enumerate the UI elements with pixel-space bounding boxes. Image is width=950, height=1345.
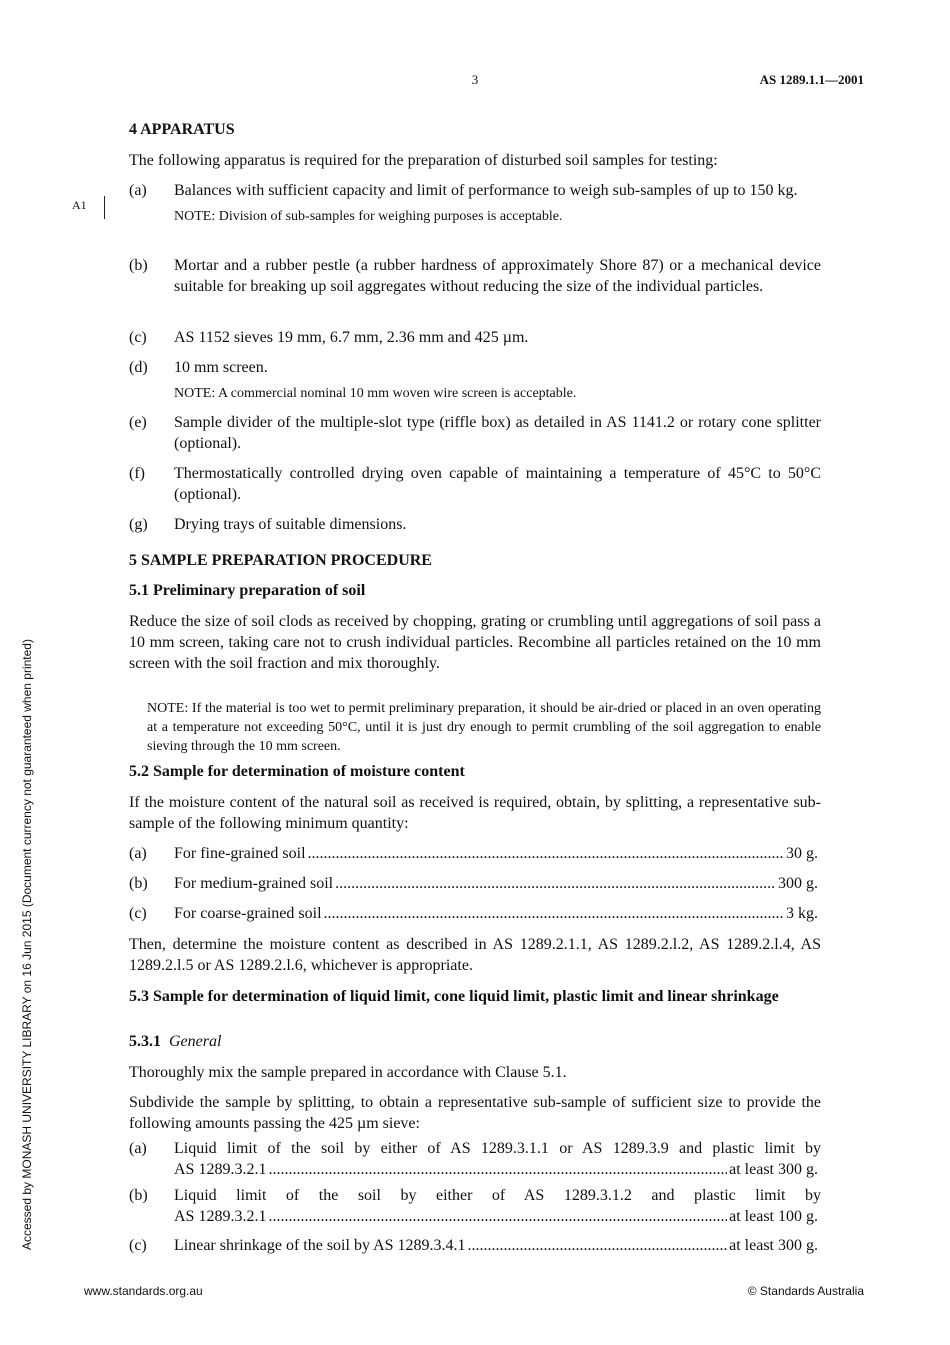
item-value: at least 300 g. — [729, 1161, 818, 1178]
apparatus-item-b — [129, 255, 821, 297]
page-number: 3 — [471, 72, 479, 87]
footer-copyright: © Standards Australia — [747, 1284, 864, 1298]
section-5-1-note: NOTE: If the material is too wet to permit preliminary preparation, it should be air-dried or placed in an oven operating at a temperature not exceeding 50°C, until it is just dry enough to permit crumbling of the soil aggregation to enable sieving through the 10 mm screen. — [147, 701, 821, 754]
limits-item-b — [129, 1185, 821, 1227]
item-text: Sample divider of the multiple-slot type (riffle box) as detailed in AS 1141.2 or rotary cone splitter (optional). — [174, 414, 821, 452]
section-5-2-after: Then, determine the moisture content as described in AS 1289.2.1.1, AS 1289.2.l.2, AS 1289.2.l.4, AS 1289.2.l.5 or AS 1289.2.l.6, whichever is appropriate. — [129, 936, 821, 974]
item-text: 10 mm screen. — [174, 359, 268, 376]
item-text-line2: AS 1289.3.2.1 — [174, 1161, 267, 1178]
moisture-item-a — [129, 843, 821, 864]
item-note: NOTE: Division of sub-samples for weighing purposes is acceptable. — [174, 209, 563, 224]
moisture-item-c — [129, 903, 821, 924]
item-value: 300 g. — [778, 875, 818, 892]
item-text: For medium-grained soil — [174, 875, 334, 892]
apparatus-item-c — [129, 327, 821, 348]
item-label: (a) — [129, 845, 147, 862]
item-text: Balances with sufficient capacity and limit of performance to weigh sub-samples of up to 150 kg. — [174, 182, 798, 199]
leader-dots — [324, 903, 784, 924]
item-text: Linear shrinkage of the soil by AS 1289.3.4.1 — [174, 1237, 466, 1254]
limits-item-a — [129, 1138, 821, 1180]
apparatus-item-a — [129, 180, 821, 226]
section-5-1-heading: 5.1 Preliminary preparation of soil — [129, 582, 366, 599]
section-5-3-1-heading — [129, 1031, 821, 1052]
leader-dots — [468, 1235, 728, 1256]
apparatus-item-g — [129, 514, 821, 535]
item-text: Mortar and a rubber pestle (a rubber hardness of approximately Shore 87) or a mechanical device suitable for breaking up soil aggregates without reducing the size of the individual particles. — [174, 257, 821, 295]
item-label: (e) — [129, 414, 147, 431]
item-label: (b) — [129, 257, 148, 274]
section-5-2-heading: 5.2 Sample for determination of moisture content — [129, 763, 465, 780]
item-text: For coarse-grained soil — [174, 905, 322, 922]
standard-number: AS 1289.1.1—2001 — [759, 72, 864, 87]
item-label: (a) — [129, 1140, 147, 1157]
item-text: AS 1152 sieves 19 mm, 6.7 mm, 2.36 mm and 425 µm. — [174, 329, 529, 346]
item-label: (a) — [129, 182, 147, 199]
item-label: (c) — [129, 905, 147, 922]
item-note: NOTE: A commercial nominal 10 mm woven wire screen is acceptable. — [174, 386, 577, 401]
section-5-1-text: Reduce the size of soil clods as received by chopping, grating or crumbling until aggregations of soil pass a 10 mm screen, taking care not to crush individual particles. Recombine all particles retained on the 10 mm screen with the soil fraction and mix thoroughly. — [129, 613, 821, 672]
item-text-line1: Liquid limit of the soil by either of AS 1289.3.1.1 or AS 1289.3.9 and plastic limit by — [174, 1140, 821, 1157]
item-value: 30 g. — [786, 845, 818, 862]
apparatus-item-f — [129, 463, 821, 505]
section-4-heading: 4 APPARATUS — [129, 121, 235, 138]
item-label: (b) — [129, 875, 148, 892]
section-5-heading: 5 SAMPLE PREPARATION PROCEDURE — [129, 552, 432, 569]
item-label: (b) — [129, 1187, 148, 1204]
amendment-bar — [104, 196, 105, 219]
item-text: For fine-grained soil — [174, 845, 306, 862]
item-label: (c) — [129, 1237, 147, 1254]
subsection-title: General — [169, 1033, 222, 1050]
item-text-line1: Liquid limit of the soil by either of AS 1289.3.1.2 and plastic limit by — [174, 1187, 821, 1204]
subsection-number: 5.3.1 — [129, 1033, 161, 1050]
leader-dots — [308, 843, 784, 864]
access-side-text: Accessed by MONASH UNIVERSITY LIBRARY on 16 Jun 2015 (Document currency not guaranteed when printed) — [20, 639, 34, 1250]
item-label: (f) — [129, 465, 145, 482]
item-value: at least 300 g. — [729, 1237, 818, 1254]
footer-website[interactable]: www.standards.org.au — [84, 1284, 203, 1298]
limits-item-c — [129, 1235, 821, 1256]
section-5-3-1-p2: Subdivide the sample by splitting, to obtain a representative sub-sample of sufficient size to provide the following amounts passing the 425 µm sieve: — [129, 1094, 821, 1132]
section-5-3-1-p1: Thoroughly mix the sample prepared in accordance with Clause 5.1. — [129, 1064, 567, 1081]
section-5-2-text: If the moisture content of the natural soil as received is required, obtain, by splitting, a representative sub-sample of the following minimum quantity: — [129, 794, 821, 832]
section-4-intro: The following apparatus is required for the preparation of disturbed soil samples for testing: — [129, 152, 718, 169]
apparatus-item-e — [129, 412, 821, 454]
item-value: at least 100 g. — [729, 1208, 818, 1225]
item-text: Drying trays of suitable dimensions. — [174, 516, 407, 533]
item-text-line2: AS 1289.3.2.1 — [174, 1208, 267, 1225]
apparatus-item-d — [129, 357, 821, 403]
amendment-label: A1 — [72, 198, 87, 212]
section-5-3-heading: 5.3 Sample for determination of liquid limit, cone liquid limit, plastic limit and linear shrinkage — [129, 988, 779, 1005]
item-text: Thermostatically controlled drying oven capable of maintaining a temperature of 45°C to 50°C (optional). — [174, 465, 821, 503]
item-value: 3 kg. — [786, 905, 818, 922]
item-label: (g) — [129, 516, 148, 533]
moisture-item-b — [129, 873, 821, 894]
item-label: (d) — [129, 359, 148, 376]
leader-dots — [268, 1159, 727, 1180]
leader-dots — [268, 1206, 727, 1227]
item-label: (c) — [129, 329, 147, 346]
leader-dots — [335, 873, 776, 894]
